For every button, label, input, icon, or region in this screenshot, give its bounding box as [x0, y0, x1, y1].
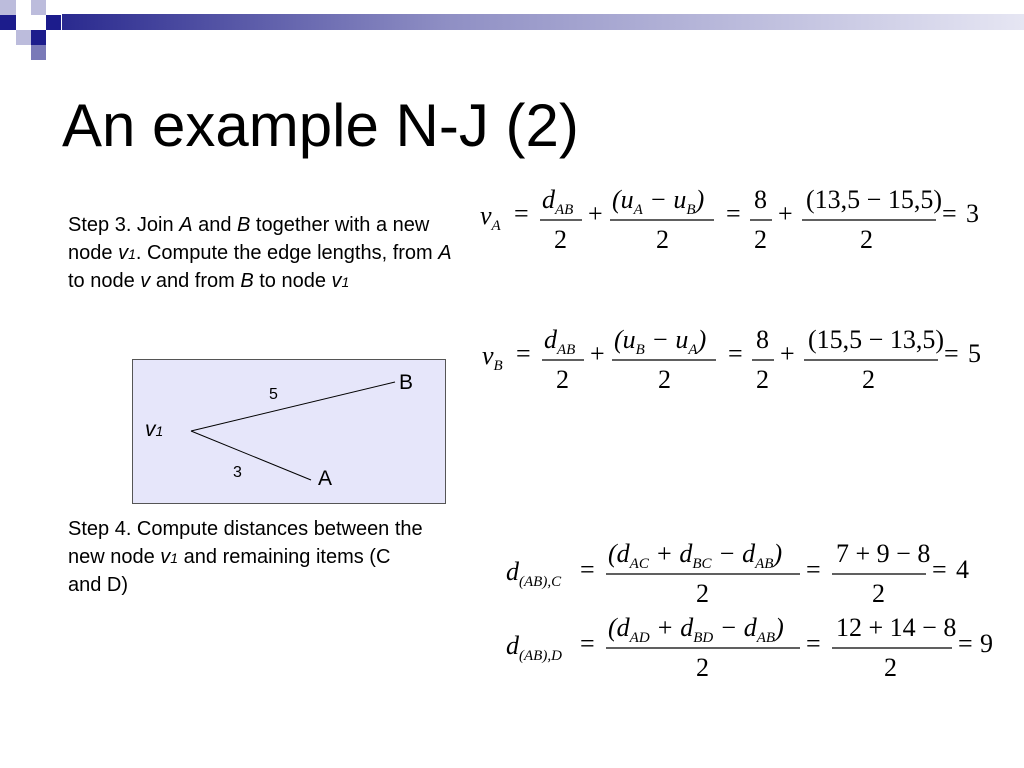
deco-square	[31, 45, 46, 60]
deco-square	[0, 15, 16, 30]
svg-text:dAB: $d_{AB}$	[544, 325, 576, 358]
svg-text:2: 2	[696, 579, 709, 608]
svg-text:8: 8	[754, 185, 767, 214]
svg-text:2: 2	[884, 653, 897, 682]
svg-text:=: =	[514, 199, 529, 228]
svg-text:(15,5 − 13,5): (15,5 − 13,5)	[808, 325, 945, 354]
equation-vA	[476, 176, 996, 256]
svg-text:(13,5 − 15,5): (13,5 − 15,5)	[806, 185, 943, 214]
svg-text:=: =	[944, 339, 959, 368]
leaf-a-label: A	[318, 467, 333, 490]
svg-text:=: =	[958, 629, 973, 658]
svg-text:(uA − uB): $(u_A - u_B)$	[612, 185, 705, 218]
svg-text:dAB: $d_{AB}$	[542, 185, 574, 218]
node-v1-label: v1	[145, 418, 164, 441]
edge-a-length: 3	[233, 464, 242, 481]
svg-text:=: =	[726, 199, 741, 228]
svg-text:+: +	[590, 339, 605, 368]
deco-square	[46, 15, 61, 30]
svg-text:7 + 9 − 8: 7 + 9 − 8	[836, 539, 931, 568]
svg-text:+: +	[780, 339, 795, 368]
svg-text:8: 8	[756, 325, 769, 354]
svg-text:2: 2	[862, 365, 875, 394]
svg-text:2: 2	[556, 365, 569, 394]
step3-text: Step 3. Join A and B together with a new node v1. Compute the edge lengths, from A to node v and from B to node v1	[68, 214, 452, 292]
slide-title: An example N-J (2)	[62, 92, 579, 159]
deco-square	[16, 15, 31, 30]
svg-text:2: 2	[696, 653, 709, 682]
svg-text:=: =	[806, 629, 821, 658]
tree-svg	[133, 360, 447, 505]
svg-text:5: 5	[968, 339, 981, 368]
edge-v1-b	[191, 382, 395, 431]
equation-dC	[504, 536, 1004, 610]
svg-text:2: 2	[754, 225, 767, 254]
svg-text:(dAC + dBC − dAB): $(d_{AC} + d_{BC} - d_{AB})$	[608, 539, 783, 572]
svg-text:vA: $v_A$	[480, 201, 501, 234]
svg-text:=: =	[580, 555, 595, 584]
svg-text:+: +	[778, 199, 793, 228]
svg-text:4: 4	[956, 555, 969, 584]
svg-text:(dAD + dBD − dAB): $(d_{AD} + d_{BD} - d_{AB})$	[608, 613, 784, 646]
equation-vB	[478, 316, 998, 396]
svg-text:d(AB),C: $d_{(AB),C}$	[506, 557, 562, 590]
equation-dD	[504, 610, 1004, 684]
svg-text:=: =	[942, 199, 957, 228]
deco-square	[46, 0, 61, 15]
deco-square	[31, 0, 46, 15]
svg-text:2: 2	[860, 225, 873, 254]
svg-text:=: =	[728, 339, 743, 368]
deco-square	[31, 30, 46, 45]
svg-text:12 + 14 − 8: 12 + 14 − 8	[836, 613, 957, 642]
svg-text:=: =	[932, 555, 947, 584]
svg-text:=: =	[516, 339, 531, 368]
svg-text:(uB − uA): $(u_B - u_A)$	[614, 325, 707, 358]
svg-text:=: =	[806, 555, 821, 584]
deco-gradient-bar	[62, 14, 1024, 30]
step4-text: Step 4. Compute distances between the new node v1 and remaining items (C and D)	[68, 518, 423, 596]
svg-text:2: 2	[658, 365, 671, 394]
svg-text:9: 9	[980, 629, 993, 658]
svg-text:+: +	[588, 199, 603, 228]
deco-square	[31, 15, 46, 30]
deco-square	[16, 0, 31, 15]
tree-diagram	[132, 359, 446, 504]
edge-v1-a	[191, 431, 311, 480]
deco-square	[0, 0, 16, 15]
svg-text:2: 2	[756, 365, 769, 394]
svg-text:3: 3	[966, 199, 979, 228]
svg-text:2: 2	[554, 225, 567, 254]
leaf-b-label: B	[399, 371, 414, 394]
svg-text:vB: $v_B$	[482, 341, 503, 374]
svg-text:2: 2	[872, 579, 885, 608]
svg-text:2: 2	[656, 225, 669, 254]
svg-text:=: =	[580, 629, 595, 658]
edge-b-length: 5	[269, 386, 278, 403]
deco-square	[16, 30, 31, 45]
svg-text:d(AB),D: $d_{(AB),D}$	[506, 631, 562, 664]
